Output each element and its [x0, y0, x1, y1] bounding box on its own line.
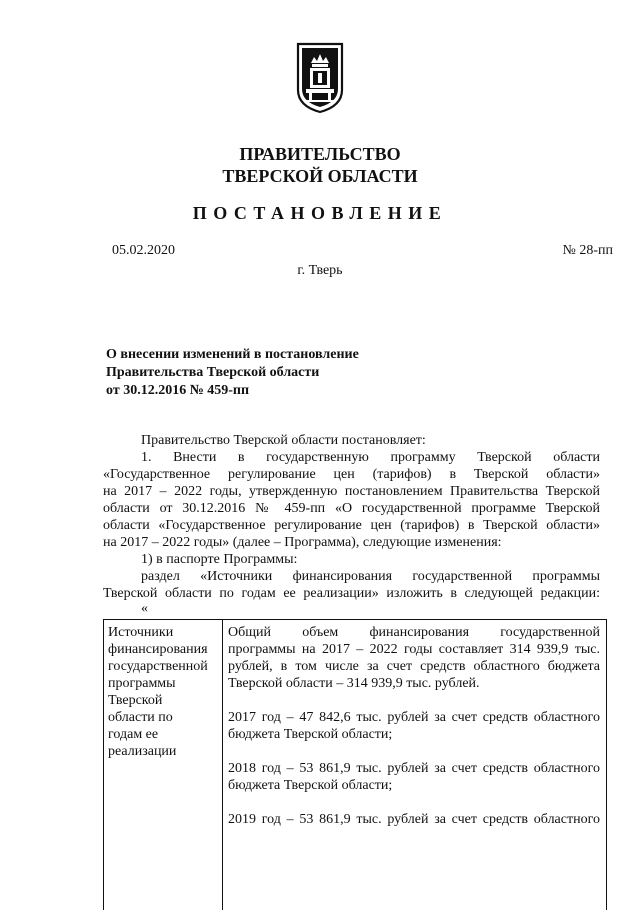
decree-date: 05.02.2020 [112, 243, 175, 258]
document-type-title: ПОСТАНОВЛЕНИЕ [192, 203, 448, 223]
subject-line-1: О внесении изменений в постановление [106, 347, 359, 362]
table-right-cell-line: рублей, в том числе за счет средств областного бюджета [228, 659, 600, 674]
decree-number: № 28-пп [562, 243, 613, 258]
table-left-cell-line: Тверской [108, 693, 163, 708]
table-left-cell-line: Источники [108, 625, 174, 640]
body-line: «Государственное регулирование цен (тарифов) в Тверской области» [103, 467, 600, 482]
table-left-cell-line: программы [108, 676, 176, 691]
body-line: Тверской области по годам ее реализации» изложить в следующей редакции: [103, 586, 600, 601]
body-line: Правительство Тверской области постановляет: [141, 433, 426, 448]
table-right-cell-line: 2019 год – 53 861,9 тыс. рублей за счет средств областного [228, 812, 600, 827]
body-line: на 2017 – 2022 годы» (далее – Программа), следующие изменения: [103, 535, 502, 550]
table-right-cell-line: 2018 год – 53 861,9 тыс. рублей за счет средств областного [228, 761, 600, 776]
table-left-cell-line: финансирования [108, 642, 208, 657]
body-line: области от 30.12.2016 № 459-пп «О государственной программе Тверской [103, 501, 600, 516]
body-line: 1) в паспорте Программы: [141, 552, 298, 567]
subject-line-3: от 30.12.2016 № 459-пп [106, 383, 250, 398]
government-name-line1: ПРАВИТЕЛЬСТВО [239, 144, 401, 164]
tver-coat-of-arms-icon [296, 42, 344, 114]
body-line: на 2017 – 2022 годы, утвержденную постановлением Правительства Тверской [103, 484, 600, 499]
decree-city: г. Тверь [297, 263, 343, 278]
table-right-cell-line: Тверской области – 314 939,9 тыс. рублей. [228, 676, 480, 691]
table-left-cell-line: государственной [108, 659, 208, 674]
government-name-line2: ТВЕРСКОЙ ОБЛАСТИ [222, 166, 418, 186]
body-line: 1. Внести в государственную программу Тверской области [141, 450, 600, 465]
table-right-cell-line: бюджета Тверской области; [228, 727, 393, 742]
body-line: раздел «Источники финансирования государственной программы [141, 569, 600, 584]
table-right-cell-line: бюджета Тверской области; [228, 778, 393, 793]
body-line: области «Государственное регулирование цен (тарифов) в Тверской области» [103, 518, 600, 533]
financing-sources-table [103, 619, 607, 910]
table-column-divider [222, 620, 223, 910]
table-right-cell-line: Общий объем финансирования государственной [228, 625, 600, 640]
table-left-cell-line: области по [108, 710, 173, 725]
subject-line-2: Правительства Тверской области [106, 365, 320, 380]
table-right-cell-line: 2017 год – 47 842,6 тыс. рублей за счет средств областного [228, 710, 600, 725]
table-left-cell-line: реализации [108, 744, 177, 759]
opening-quote-mark: « [141, 601, 148, 616]
table-right-cell-line: программы на 2017 – 2022 годы составляет 314 939,9 тыс. [228, 642, 600, 657]
table-left-cell-line: годам ее [108, 727, 159, 742]
